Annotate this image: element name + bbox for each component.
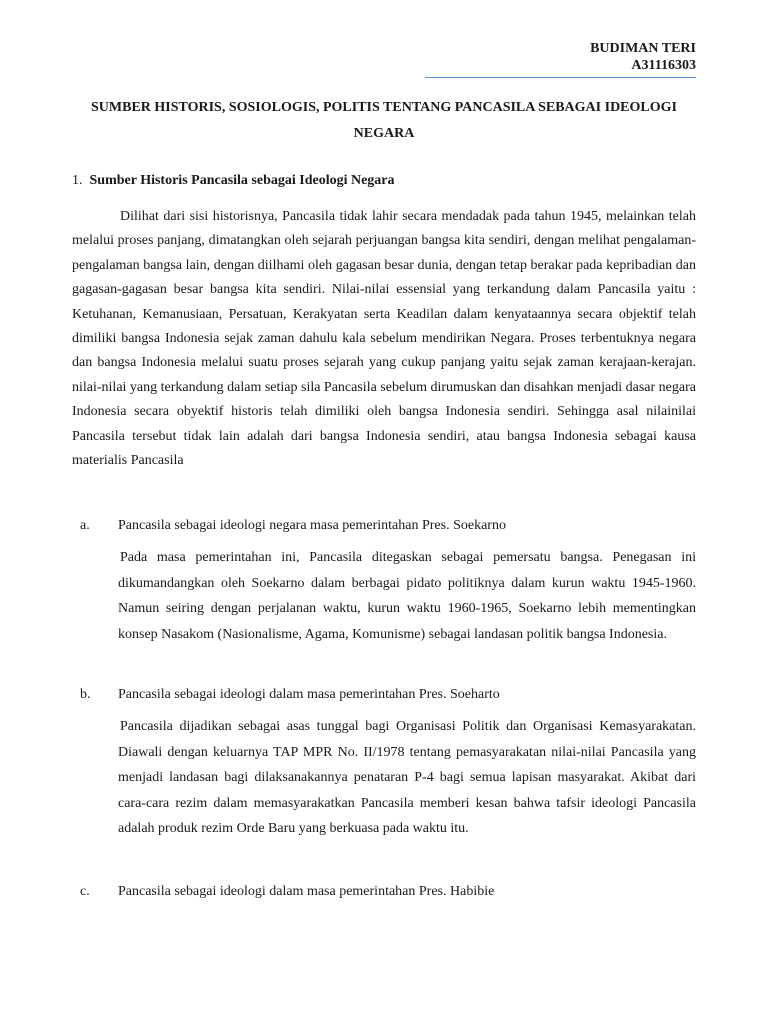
- section-heading-text: Sumber Historis Pancasila sebagai Ideologi Negara: [89, 173, 395, 188]
- student-id: A31116303: [631, 58, 696, 73]
- document-title: SUMBER HISTORIS, SOSIOLOGIS, POLITIS TENTANG PANCASILA SEBAGAI IDEOLOGI NEGARA: [91, 100, 677, 141]
- list-item-title: Pancasila sebagai ideologi dalam masa pemerintahan Pres. Habibie: [118, 884, 495, 899]
- author-header: [590, 40, 696, 74]
- list-item-title: Pancasila sebagai ideologi dalam masa pemerintahan Pres. Soeharto: [118, 687, 500, 702]
- author-name: BUDIMAN TERI: [590, 41, 696, 56]
- list-item-body: Pada masa pemerintahan ini, Pancasila ditegaskan sebagai pemersatu bangsa. Penegasan ini dikumandangkan oleh Soekarno dalam berbagai pidato politiknya dalam kurun waktu 1945-1960. Namun seiring dengan perjalanan waktu, kurun waktu 1960-1965, Soekarno lebih mementingkan konsep Nasakom (Nasionalisme, Agama, Komunisme) sebagai landasan politik bangsa Indonesia.: [118, 550, 696, 642]
- list-item-label: b.: [80, 687, 91, 702]
- list-item-title: Pancasila sebagai ideologi negara masa pemerintahan Pres. Soekarno: [118, 518, 506, 533]
- section-number: 1.: [72, 173, 83, 188]
- list-item-label: c.: [80, 884, 90, 899]
- list-item-label: a.: [80, 518, 90, 533]
- section-heading: [72, 171, 395, 191]
- section-paragraph: Dilihat dari sisi historisnya, Pancasila tidak lahir secara mendadak pada tahun 1945, melainkan telah melalui proses panjang, dimatangkan oleh sejarah perjuangan bangsa kita sendiri, dengan melihat pengalaman-pengalaman bangsa lain, dengan diilhami oleh gagasan besar dunia, dengan tetap berakar pada kepribadian dan gagasan-gagasan besar bangsa kita sendiri. Nilai-nilai essensial yang terkandung dalam Pancasila yaitu : Ketuhanan, Kemanusiaan, Persatuan, Kerakyatan serta Keadilan dalam kenyataannya secara objektif telah dimiliki bangsa Indonesia sejak zaman dahulu kala sebelum mendirikan Negara. Proses terbentuknya negara dan bangsa Indonesia melalui suatu proses sejarah yang cukup panjang yaitu sejak zaman kerajaan-kerajan. nilai-nilai yang terkandung dalam setiap sila Pancasila sebelum dirumuskan dan disahkan menjadi dasar negara Indonesia secara obyektif historis telah dimiliki oleh bangsa Indonesia sendiri. Sehingga asal nilainilai Pancasila tersebut tidak lain adalah dari bangsa Indonesia sendiri, atau bangsa Indonesia sebagai kausa materialis Pancasila: [72, 209, 696, 469]
- list-item-body: Pancasila dijadikan sebagai asas tunggal bagi Organisasi Politik dan Organisasi Kemasyarakatan. Diawali dengan keluarnya TAP MPR No. II/1978 tentang pemasyarakatan nilai-nilai Pancasila yang menjadi landasan bagi dilaksanakannya penataran P-4 bagi semua lapisan masyarakat. Akibat dari cara-cara rezim dalam memasyarakatkan Pancasila memberi kesan bahwa tafsir ideologi Pancasila adalah produk rezim Orde Baru yang berkuasa pada waktu itu.: [118, 719, 696, 836]
- header-divider: [425, 77, 696, 78]
